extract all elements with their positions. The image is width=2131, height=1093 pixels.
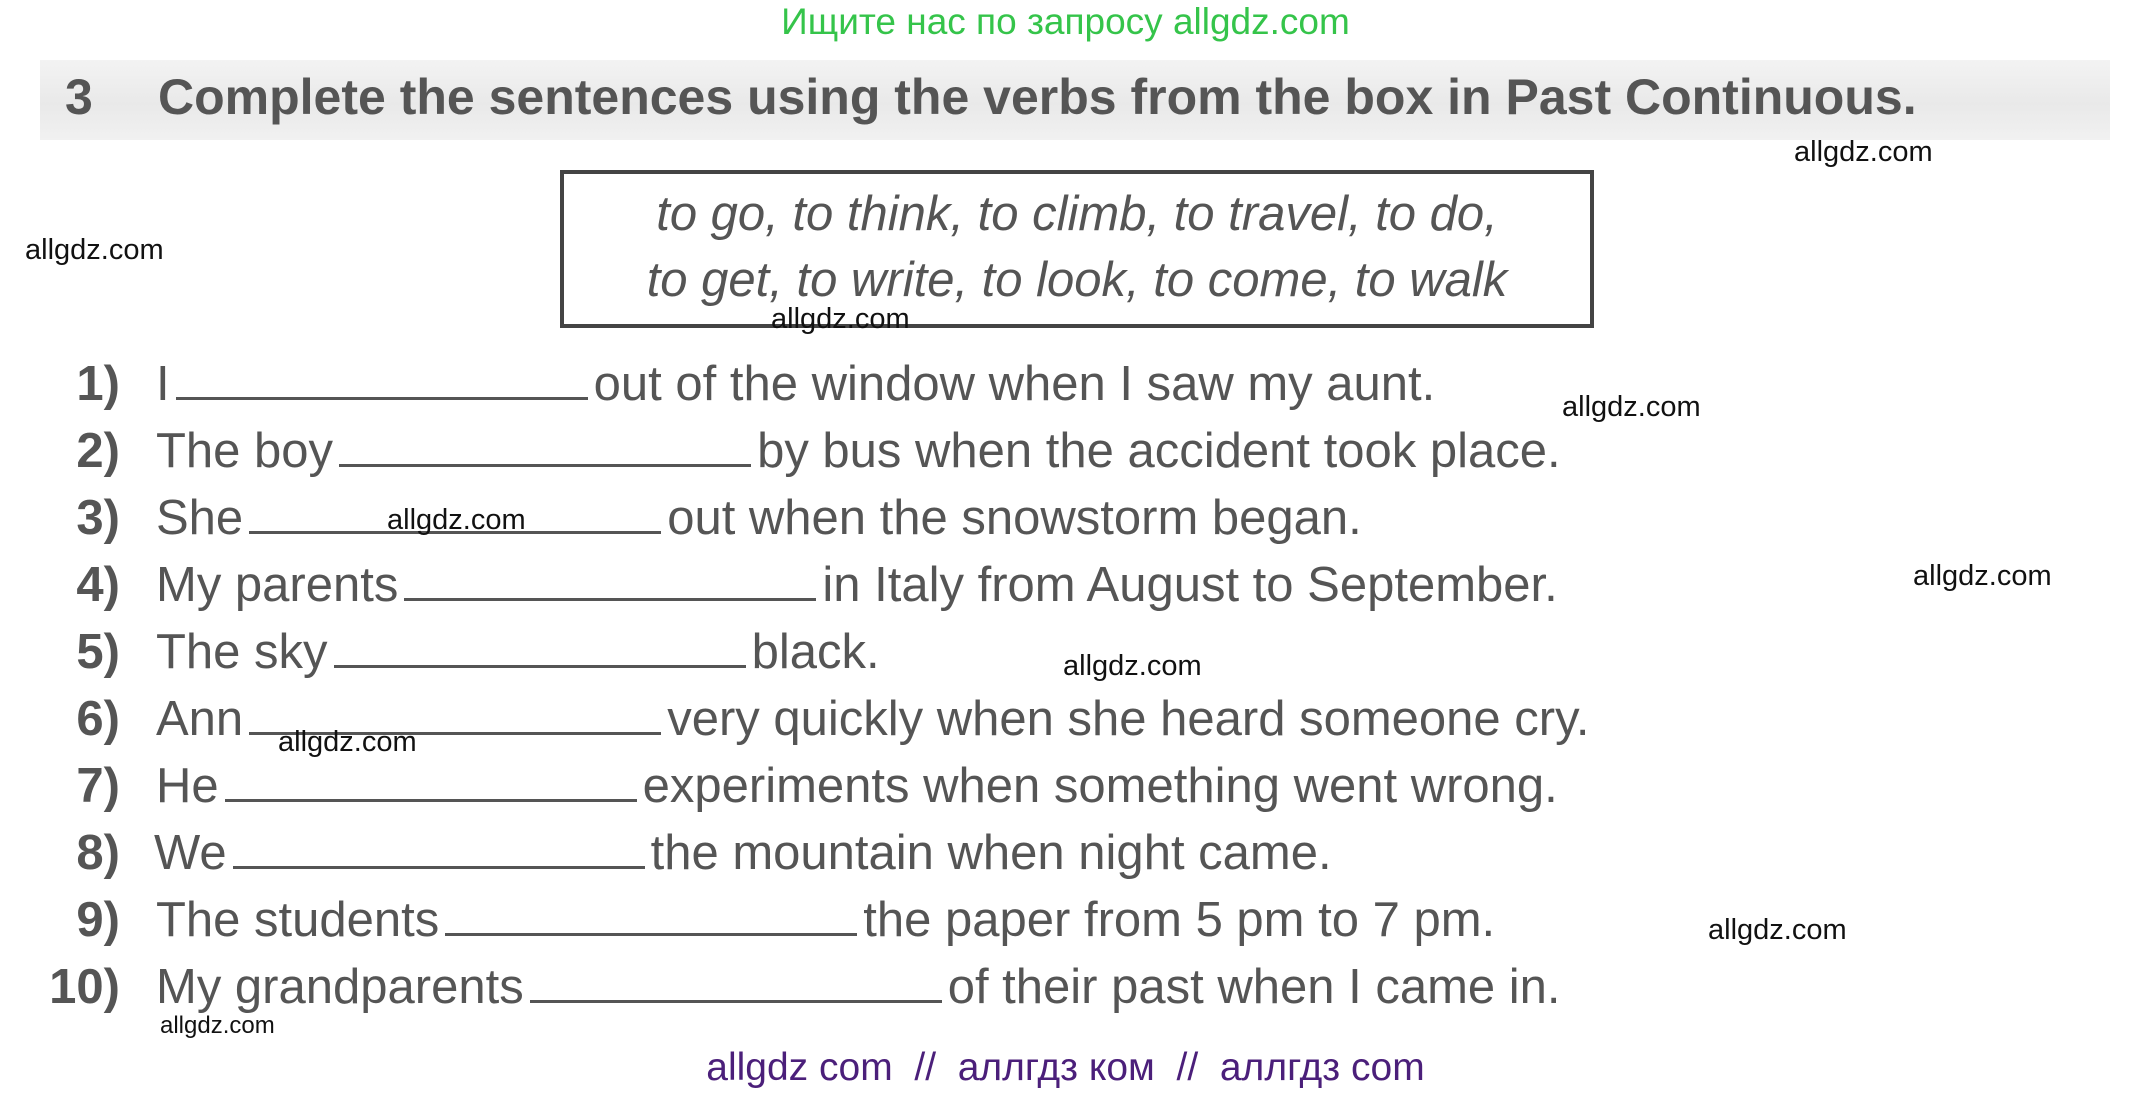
sentence-row bbox=[156, 490, 1362, 546]
sentence-number: 2) bbox=[76, 424, 120, 478]
sentence-number: 3) bbox=[76, 491, 120, 545]
answer-blank bbox=[225, 759, 637, 802]
sentence-before: He bbox=[156, 759, 219, 813]
sentence-after: very quickly when she heard someone cry. bbox=[667, 692, 1590, 746]
watermark: allgdz.com bbox=[1063, 650, 1202, 682]
sentence-number: 7) bbox=[76, 759, 120, 813]
watermark: allgdz.com bbox=[1794, 136, 1933, 168]
answer-blank bbox=[339, 424, 751, 467]
sentence-before: I bbox=[156, 357, 170, 411]
sentence-number: 1) bbox=[76, 357, 120, 411]
exercise-title: Complete the sentences using the verbs from the box in Past Continuous. bbox=[158, 69, 1917, 125]
sentence-row bbox=[156, 557, 1558, 613]
top-banner: Ищите нас по запросу allgdz.com bbox=[781, 1, 1350, 42]
sentence-after: by bus when the accident took place. bbox=[757, 424, 1561, 478]
verb-line: to go, to think, to climb, to travel, to do, bbox=[656, 187, 1498, 241]
sentence-after: out of the window when I saw my aunt. bbox=[593, 357, 1436, 411]
watermark: allgdz.com bbox=[1913, 560, 2052, 592]
sentence-number: 10) bbox=[49, 960, 120, 1014]
sentence-after: out when the snowstorm began. bbox=[667, 491, 1362, 545]
watermark: allgdz.com bbox=[160, 1012, 275, 1039]
sentence-after: the paper from 5 pm to 7 pm. bbox=[863, 893, 1496, 947]
watermark: allgdz.com bbox=[1562, 391, 1701, 423]
sentence-after: experiments when something went wrong. bbox=[642, 759, 1558, 813]
exercise-number: 3 bbox=[65, 69, 93, 125]
sentence-number: 8) bbox=[76, 826, 120, 880]
sentence-row bbox=[156, 758, 1558, 814]
sentence-after: of their past when I came in. bbox=[947, 960, 1561, 1014]
sentence-before: We bbox=[154, 826, 227, 880]
sentence-number: 6) bbox=[76, 692, 120, 746]
sentence-row bbox=[156, 892, 1495, 948]
watermark: allgdz.com bbox=[387, 504, 526, 536]
answer-blank bbox=[445, 893, 857, 936]
answer-blank bbox=[176, 357, 588, 400]
footer-banner: allgdz com // аллгдз ком // аллгдз com bbox=[706, 1046, 1425, 1089]
watermark: allgdz.com bbox=[278, 726, 417, 758]
sentence-before: My parents bbox=[156, 558, 399, 612]
answer-blank bbox=[530, 960, 942, 1003]
sentence-before: The sky bbox=[156, 625, 328, 679]
sentence-after: in Italy from August to September. bbox=[822, 558, 1558, 612]
sentence-row bbox=[156, 624, 880, 680]
sentence-before: The boy bbox=[156, 424, 334, 478]
answer-blank bbox=[404, 558, 816, 601]
sentence-before: The students bbox=[156, 893, 440, 947]
sentence-number: 4) bbox=[76, 558, 120, 612]
sentence-before: She bbox=[156, 491, 244, 545]
sentence-row bbox=[156, 356, 1435, 412]
watermark: allgdz.com bbox=[25, 234, 164, 266]
sentence-after: black. bbox=[751, 625, 880, 679]
sentence-row bbox=[156, 959, 1561, 1015]
answer-blank bbox=[233, 826, 645, 869]
watermark: allgdz.com bbox=[1708, 914, 1847, 946]
sentence-before: Ann bbox=[156, 692, 244, 746]
answer-blank bbox=[334, 625, 746, 668]
sentence-after: the mountain when night came. bbox=[650, 826, 1332, 880]
verb-line: to get, to write, to look, to come, to walk bbox=[646, 253, 1508, 307]
sentence-row bbox=[156, 423, 1561, 479]
sentence-row bbox=[154, 825, 1332, 881]
sentence-number: 5) bbox=[76, 625, 120, 679]
sentence-before: My grandparents bbox=[156, 960, 524, 1014]
sentence-number: 9) bbox=[76, 893, 120, 947]
watermark: allgdz.com bbox=[771, 303, 910, 335]
